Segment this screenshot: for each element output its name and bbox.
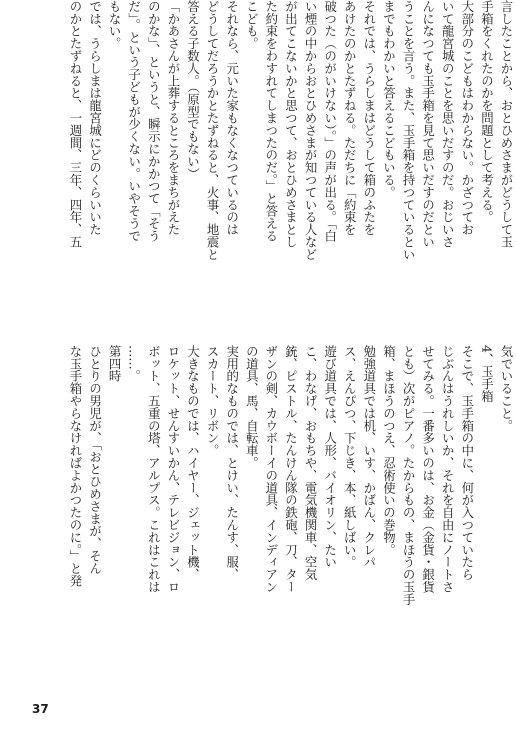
text-line: 勉強道具では机、いす、かばん、クレパ (361, 345, 377, 569)
text-line: じぶんはうれしいか、それを自由にノートさ (440, 345, 456, 593)
text-line: ……。 (126, 345, 142, 383)
text-line: 「かあさんが上葬するところをまちがえた (165, 0, 181, 236)
text-line: あけたのかとたずねる。ただちに「約束を (342, 0, 358, 236)
text-line: こども。 (244, 0, 260, 50)
text-line: 気でいること。 (499, 345, 514, 432)
text-line: だ」。という子どもが少くない。いやそうで (126, 0, 142, 242)
text-line: の道具、馬、自転車。 (244, 345, 260, 469)
text-line: た約束をわすれてしまつたのだ。」と答える (263, 0, 279, 242)
text-line: 第四時 (107, 345, 123, 383)
text-line: 実用的なものでは、とけい、たんす、服、 (224, 345, 240, 581)
text-line: のかとたずねると、一週間、三年、四年、五 (67, 0, 83, 248)
text-line: までもわかいと答えるこどもいる。 (381, 0, 397, 199)
text-line: が出てこないかと思つて、おとひめさまとし (283, 0, 299, 248)
text-line: ス、えんぴつ、下じき、本、紙しばい。 (342, 345, 358, 569)
text-line: では、うらしまは龍宮城にどのくらいいた (87, 0, 103, 236)
text-line: どうしてだろうかとたずねると、火事、地震と (205, 0, 221, 261)
text-line: 遊び道具では、人形、バイオリン、たい (322, 345, 338, 569)
page-number: 37 (32, 702, 49, 716)
text-line: それでは、うらしまはどうして箱のふたを (361, 0, 377, 236)
text-line: い煙の中からおとひめさまが知つている人など (303, 0, 319, 261)
text-line: ボット、五重の塔、アルプス。これはこれは (146, 345, 162, 593)
text-line: ロケット、せんすいかん、テレビジョン、ロ (165, 345, 181, 593)
upper-text-block (46, 0, 516, 318)
text-line: いて龍宮城のことを思いだすのだ。おじいさ (440, 0, 456, 248)
text-line: 箱、まほうのつえ、忍術使いの巻物。 (381, 345, 397, 556)
text-line: 破つた（のがいけない）。」の声が出る。「白 (322, 0, 338, 242)
text-line: スカート、リボン。 (205, 345, 221, 457)
text-line: 言したことから、おとひめさまがどうして玉 (499, 0, 514, 248)
text-line: 手箱をくれたのかを問題として考える。 (479, 0, 495, 224)
text-line: のかな」、というと、瞬示にかかつて「そう (146, 0, 162, 242)
text-line: こ、わなげ、おもちや、電気機関車、空気 (303, 345, 319, 581)
text-line: うことを言う。また、玉手箱を持つているとい (401, 0, 417, 261)
text-line: せてみる。一番多いのは、お金（金貨・銀貨 (420, 345, 436, 593)
text-line: 大きなものでは、ハイヤー、ジェット機、 (185, 345, 201, 581)
text-line: 4、玉手箱 (479, 345, 495, 403)
text-line: 銃、ピストル、たんけん隊の鉄砲、刀、ター (283, 345, 299, 593)
text-line: それなら、元いた家もなくなつているのは (224, 0, 240, 236)
text-line: んになつても玉手箱を見て思いだすのだとい (420, 0, 436, 248)
text-line: ザンの剣、カウボーイの道具、インディアン (263, 345, 279, 593)
text-line: とも）次がピアノ。たからもの、まほうの玉手 (401, 345, 417, 606)
text-line: 答える子数人。（原型でもない） (185, 0, 201, 180)
text-line: そこで、玉手箱の中に、何が入つていたら (459, 345, 475, 581)
text-line: な玉手箱やらなければよかつたのに。」と発 (67, 345, 83, 587)
text-line: ひとりの男児が、「おとひめさまが、そん (87, 345, 103, 575)
text-line: 大部分のこどもはわからない。かざつてお (459, 0, 475, 236)
text-line: もない。 (107, 0, 123, 50)
lower-text-block (46, 345, 516, 663)
